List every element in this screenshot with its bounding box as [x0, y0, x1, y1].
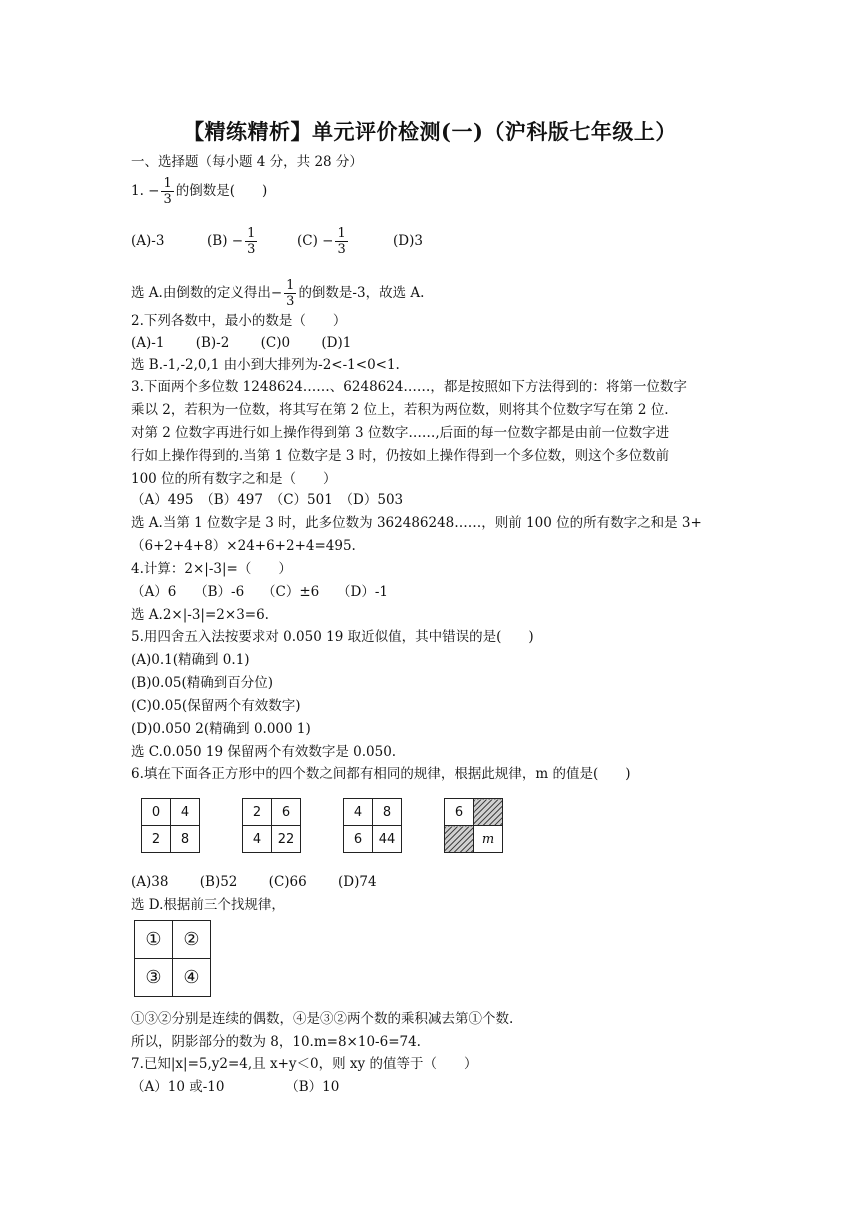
frac-denominator: 3 [163, 192, 172, 207]
question-7-options: （A）10 或-10 （B）10 [131, 1079, 340, 1095]
q1-answer-text: 选 A.由倒数的定义得出 [131, 285, 271, 301]
question-5-option-a: (A)0.1(精确到 0.1) [131, 652, 250, 668]
number-square-4 [444, 798, 503, 853]
square-cell: 4 [243, 826, 272, 853]
frac-numerator: 1 [247, 226, 256, 241]
question-3-answer-2: （6+2+4+8）×24+6+2+4=495. [131, 538, 356, 554]
page-title: 【精练精析】单元评价检测(一)（沪科版七年级上） [183, 119, 677, 144]
square-cell: 2 [142, 826, 171, 853]
frac-denominator: 3 [247, 242, 256, 257]
circled-cell: ④ [173, 959, 211, 997]
question-5-option-d: (D)0.050 2(精确到 0.000 1) [131, 721, 311, 737]
unknown-m-cell: m [474, 826, 503, 853]
q1-option-a: (A)-3 [131, 233, 165, 249]
frac-numerator: 1 [337, 226, 346, 241]
square-cell: 22 [272, 826, 301, 853]
question-3-line-1: 3.下面两个多位数 1248624……、6248624……，都是按照如下方法得到的：将第一位数字 [131, 379, 687, 395]
question-5-option-b: (B)0.05(精确到百分位) [131, 675, 274, 691]
q1-option-b [207, 226, 297, 257]
q1-option-b-fraction [245, 226, 257, 257]
question-6-answer-1: 选 D.根据前三个找规律， [131, 897, 285, 913]
square-cell: 6 [272, 799, 301, 826]
q1-fraction [161, 176, 173, 207]
question-3-line-2: 乘以 2，若积为一位数，将其写在第 2 位上，若积为两位数，则将其个位数字写在第 2 位. [131, 402, 669, 418]
square-cell: 44 [373, 826, 402, 853]
section-heading: 一、选择题（每小题 4 分，共 28 分） [131, 154, 363, 170]
frac-numerator: 1 [163, 176, 172, 191]
frac-numerator: 1 [286, 278, 295, 293]
number-square-2 [242, 798, 301, 853]
q1-answer-tail: 的倒数是-3，故选 A. [298, 285, 425, 301]
shaded-cell [445, 826, 474, 853]
question-1-answer [131, 278, 424, 309]
q1-option-b-label: (B) − [207, 233, 244, 249]
question-3-options: （A）495 （B）497 （C）501 （D）503 [131, 492, 404, 508]
square-cell: 2 [243, 799, 272, 826]
shaded-cell [474, 799, 503, 826]
question-7-stem: 7.已知|x|=5,y2=4,且 x+y＜0，则 xy 的值等于（ ） [131, 1056, 478, 1072]
square-cell: 8 [171, 826, 200, 853]
question-3-line-4: 行如上操作得到的.当第 1 位数字是 3 时，仍按如上操作得到一个多位数，则这个多位数前 [131, 448, 670, 464]
question-3-line-3: 对第 2 位数字再进行如上操作得到第 3 位数字……,后面的每一位数字都是由前一位数字进 [131, 425, 670, 441]
square-cell: 0 [142, 799, 171, 826]
question-6-stem: 6.填在下面各正方形中的四个数之间都有相同的规律，根据此规律，m 的值是( ) [131, 766, 631, 782]
frac-denominator: 3 [337, 242, 346, 257]
question-5-option-c: (C)0.05(保留两个有效数字) [131, 698, 301, 714]
frac-denominator: 3 [286, 294, 295, 309]
question-4-stem: 4.计算：2×|-3|=（ ） [131, 561, 292, 577]
number-square-1 [141, 798, 200, 853]
question-3-answer-1: 选 A.当第 1 位数字是 3 时，此多位数为 362486248……，则前 100 位的所有数字之和是 3+ [131, 515, 702, 531]
q1-number: 1. [131, 183, 149, 199]
question-6-answer-2: ①③②分别是连续的偶数，④是③②两个数的乘积减去第①个数. [131, 1011, 514, 1027]
question-2-stem: 2.下列各数中，最小的数是（ ） [131, 313, 347, 329]
circled-cell: ② [173, 921, 211, 959]
question-4-options: （A）6 （B）-6 （C）±6 （D）-1 [131, 584, 388, 600]
question-5-stem: 5.用四舍五入法按要求对 0.050 19 取近似值，其中错误的是( ) [131, 629, 534, 645]
question-6-answer-3: 所以，阴影部分的数为 8，10.m=8×10-6=74. [131, 1034, 421, 1050]
circled-cell: ③ [135, 959, 173, 997]
question-1-stem [131, 176, 267, 207]
question-6-options: (A)38 (B)52 (C)66 (D)74 [131, 874, 377, 890]
square-cell: 6 [445, 799, 474, 826]
question-4-answer: 选 A.2×|-3|=2×3=6. [131, 607, 269, 623]
question-1-options [131, 226, 423, 257]
q1-option-c-label: (C) − [297, 233, 334, 249]
question-5-answer: 选 C.0.050 19 保留两个有效数字是 0.050. [131, 744, 397, 760]
square-cell: 4 [344, 799, 373, 826]
q1-answer-minus: − [270, 285, 283, 301]
q1-option-c [297, 226, 393, 257]
q1-option-d: (D)3 [393, 233, 423, 249]
circled-number-square [134, 920, 211, 997]
square-cell: 8 [373, 799, 402, 826]
number-square-3 [343, 798, 402, 853]
question-2-options: (A)-1 (B)-2 (C)0 (D)1 [131, 335, 352, 351]
q1-option-c-fraction [335, 226, 347, 257]
q1-stem-text: 的倒数是( ) [175, 183, 268, 199]
question-2-answer: 选 B.-1,-2,0,1 由小到大排列为-2<-1<0<1. [131, 357, 400, 373]
square-cell: 6 [344, 826, 373, 853]
question-3-line-5: 100 位的所有数字之和是（ ） [131, 471, 337, 487]
q1-minus: − [148, 183, 160, 199]
circled-cell: ① [135, 921, 173, 959]
square-cell: 4 [171, 799, 200, 826]
q1-answer-fraction [284, 278, 296, 309]
